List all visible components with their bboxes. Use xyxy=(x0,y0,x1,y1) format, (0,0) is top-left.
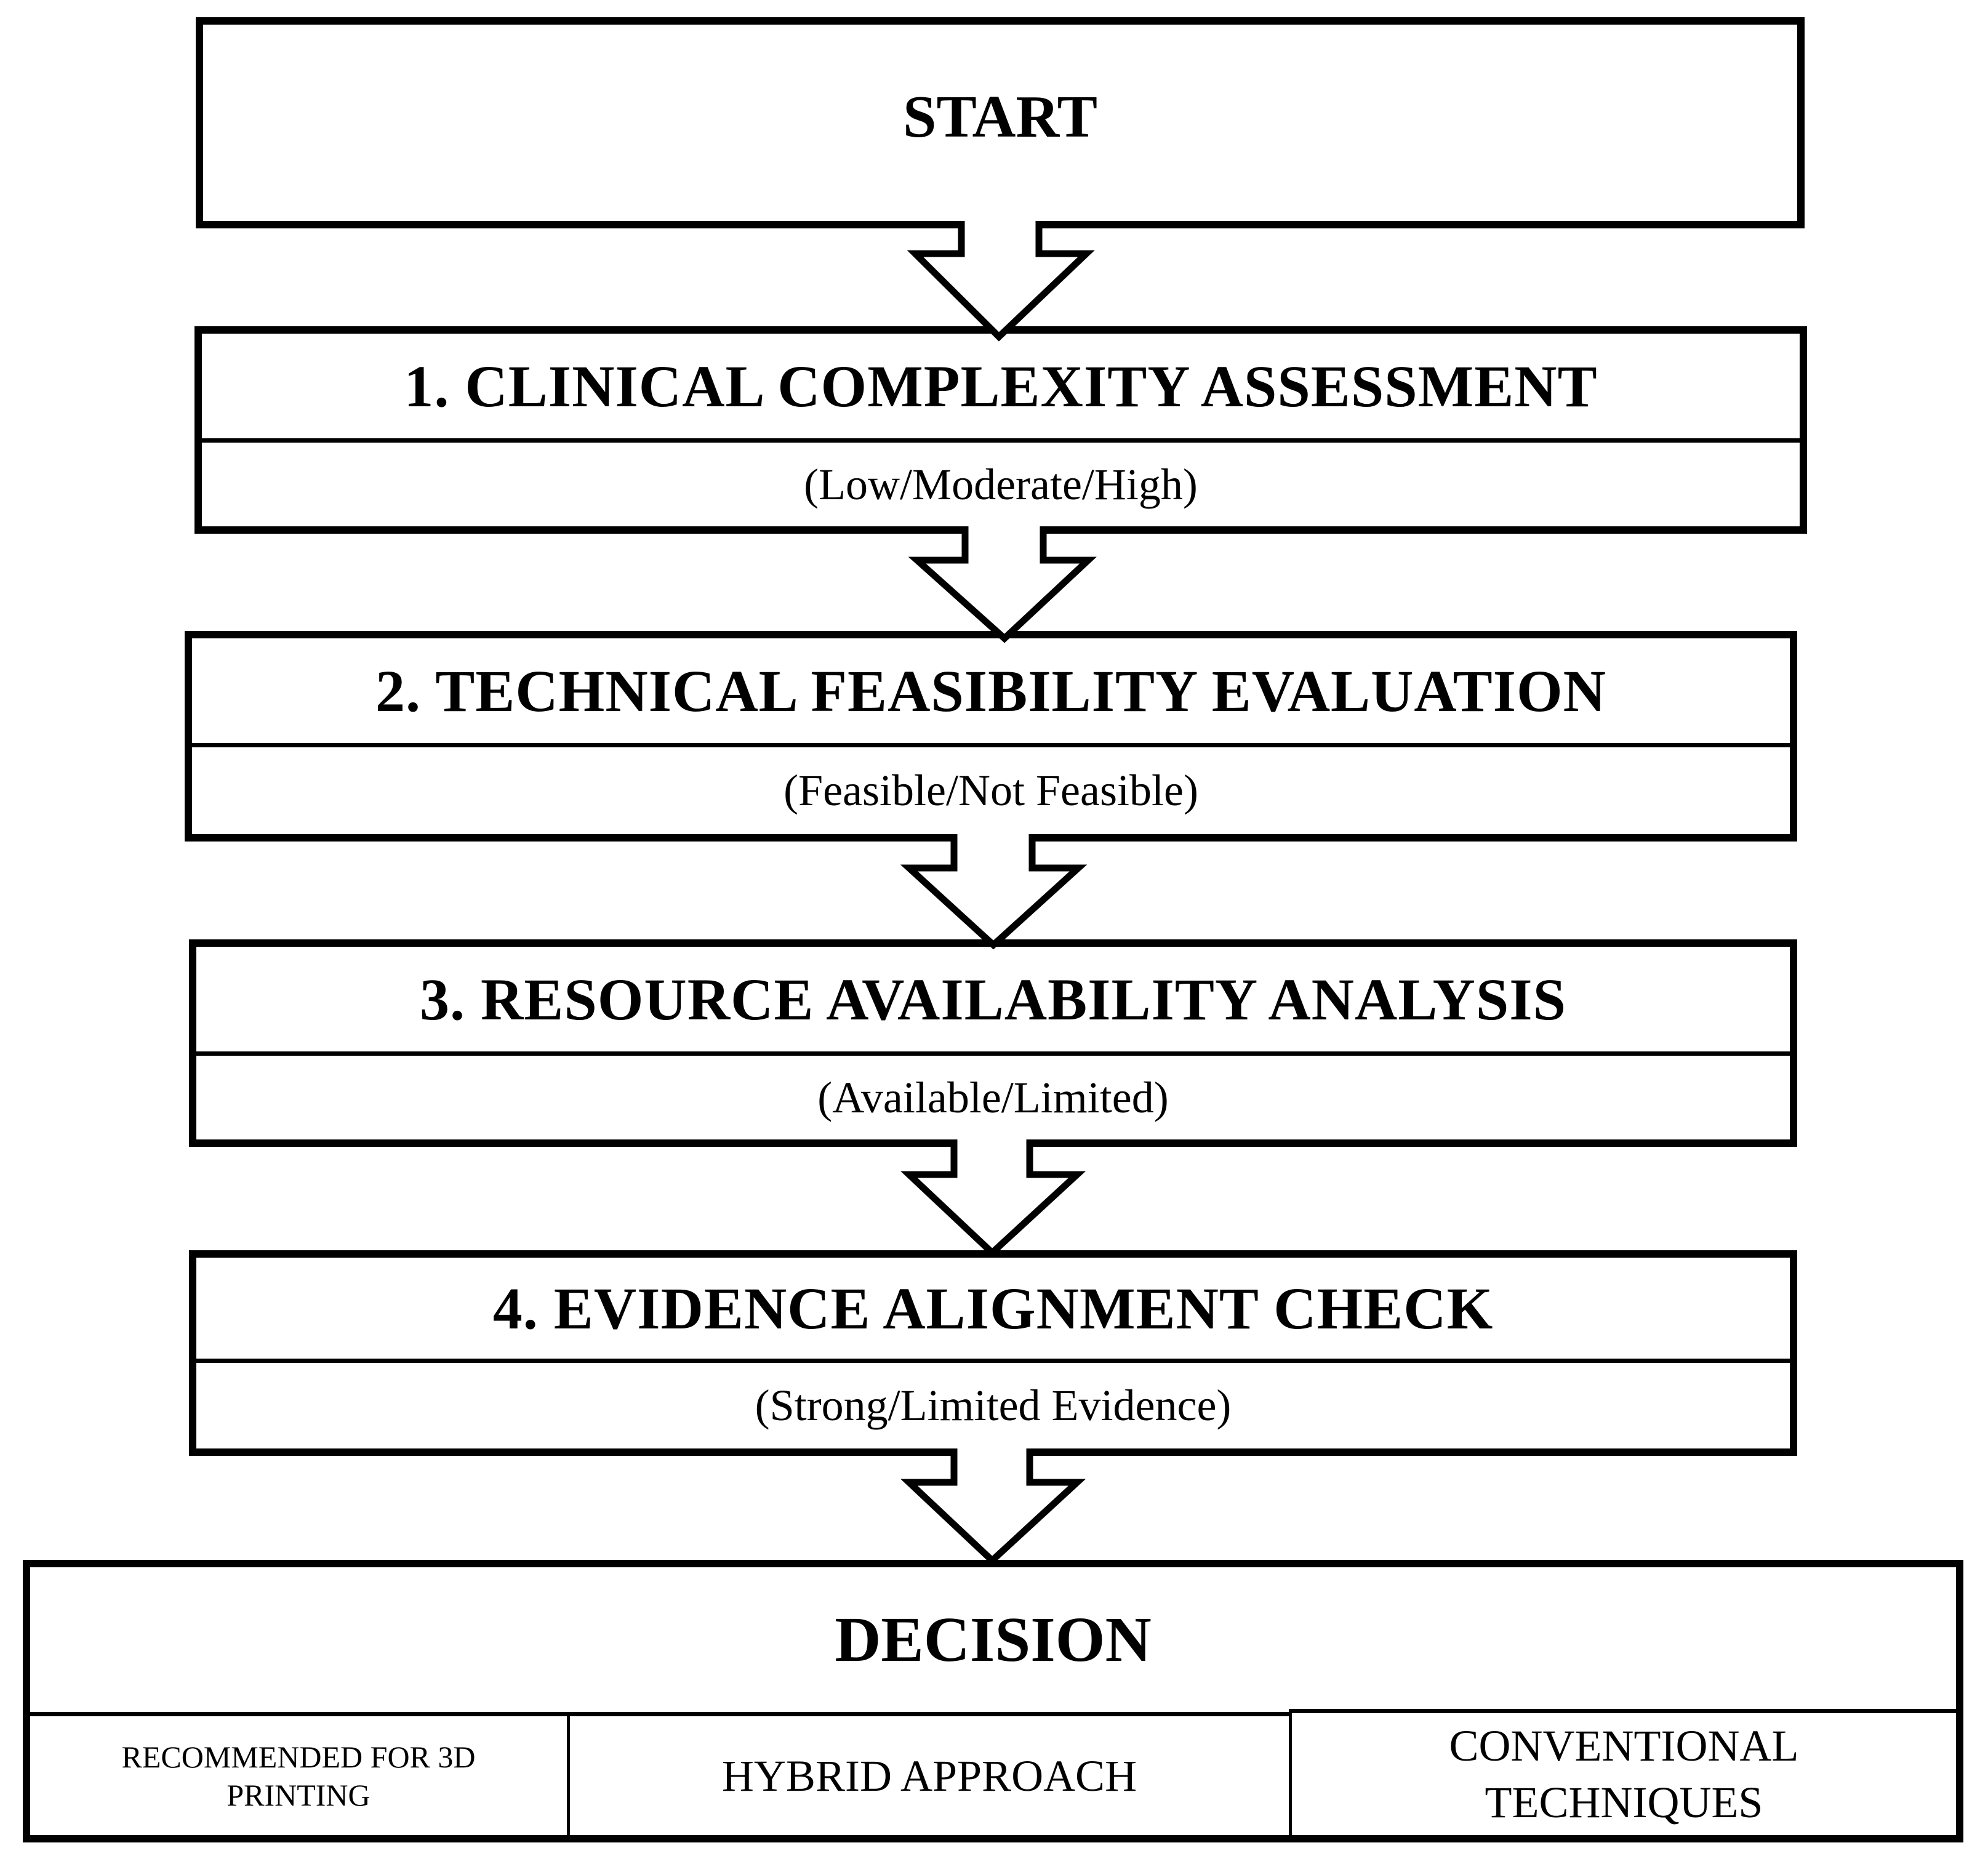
arrow-down-icon xyxy=(917,523,1088,638)
step-4-title: 4. EVIDENCE ALIGNMENT CHECK xyxy=(492,1275,1494,1341)
step-1-subtitle: (Low/Moderate/High) xyxy=(804,459,1198,509)
arrow-down-icon xyxy=(909,1445,1077,1561)
outcome-3-line-2: TECHNIQUES xyxy=(1485,1778,1763,1827)
step-1-title: 1. CLINICAL COMPLEXITY ASSESSMENT xyxy=(404,353,1598,419)
step-3-subtitle: (Available/Limited) xyxy=(817,1072,1169,1122)
step-4-subtitle: (Strong/Limited Evidence) xyxy=(755,1381,1232,1430)
outcome-1-line-2: PRINTING xyxy=(226,1777,371,1812)
step-2-title: 2. TECHNICAL FEASIBILITY EVALUATION xyxy=(375,657,1606,724)
step-2-subtitle: (Feasible/Not Feasible) xyxy=(784,766,1198,815)
arrow-down-icon xyxy=(915,217,1086,337)
step-3-title: 3. RESOURCE AVAILABILITY ANALYSIS xyxy=(419,966,1567,1032)
decision-label: DECISION xyxy=(835,1604,1152,1675)
outcome-1-line-1: RECOMMENDED FOR 3D xyxy=(121,1739,476,1774)
outcome-2-line-1: HYBRID APPROACH xyxy=(721,1751,1137,1801)
arrow-down-icon xyxy=(909,831,1078,945)
outcome-3-line-1: CONVENTIONAL xyxy=(1449,1721,1799,1770)
arrow-down-icon xyxy=(909,1136,1077,1253)
start-label: START xyxy=(902,83,1098,150)
